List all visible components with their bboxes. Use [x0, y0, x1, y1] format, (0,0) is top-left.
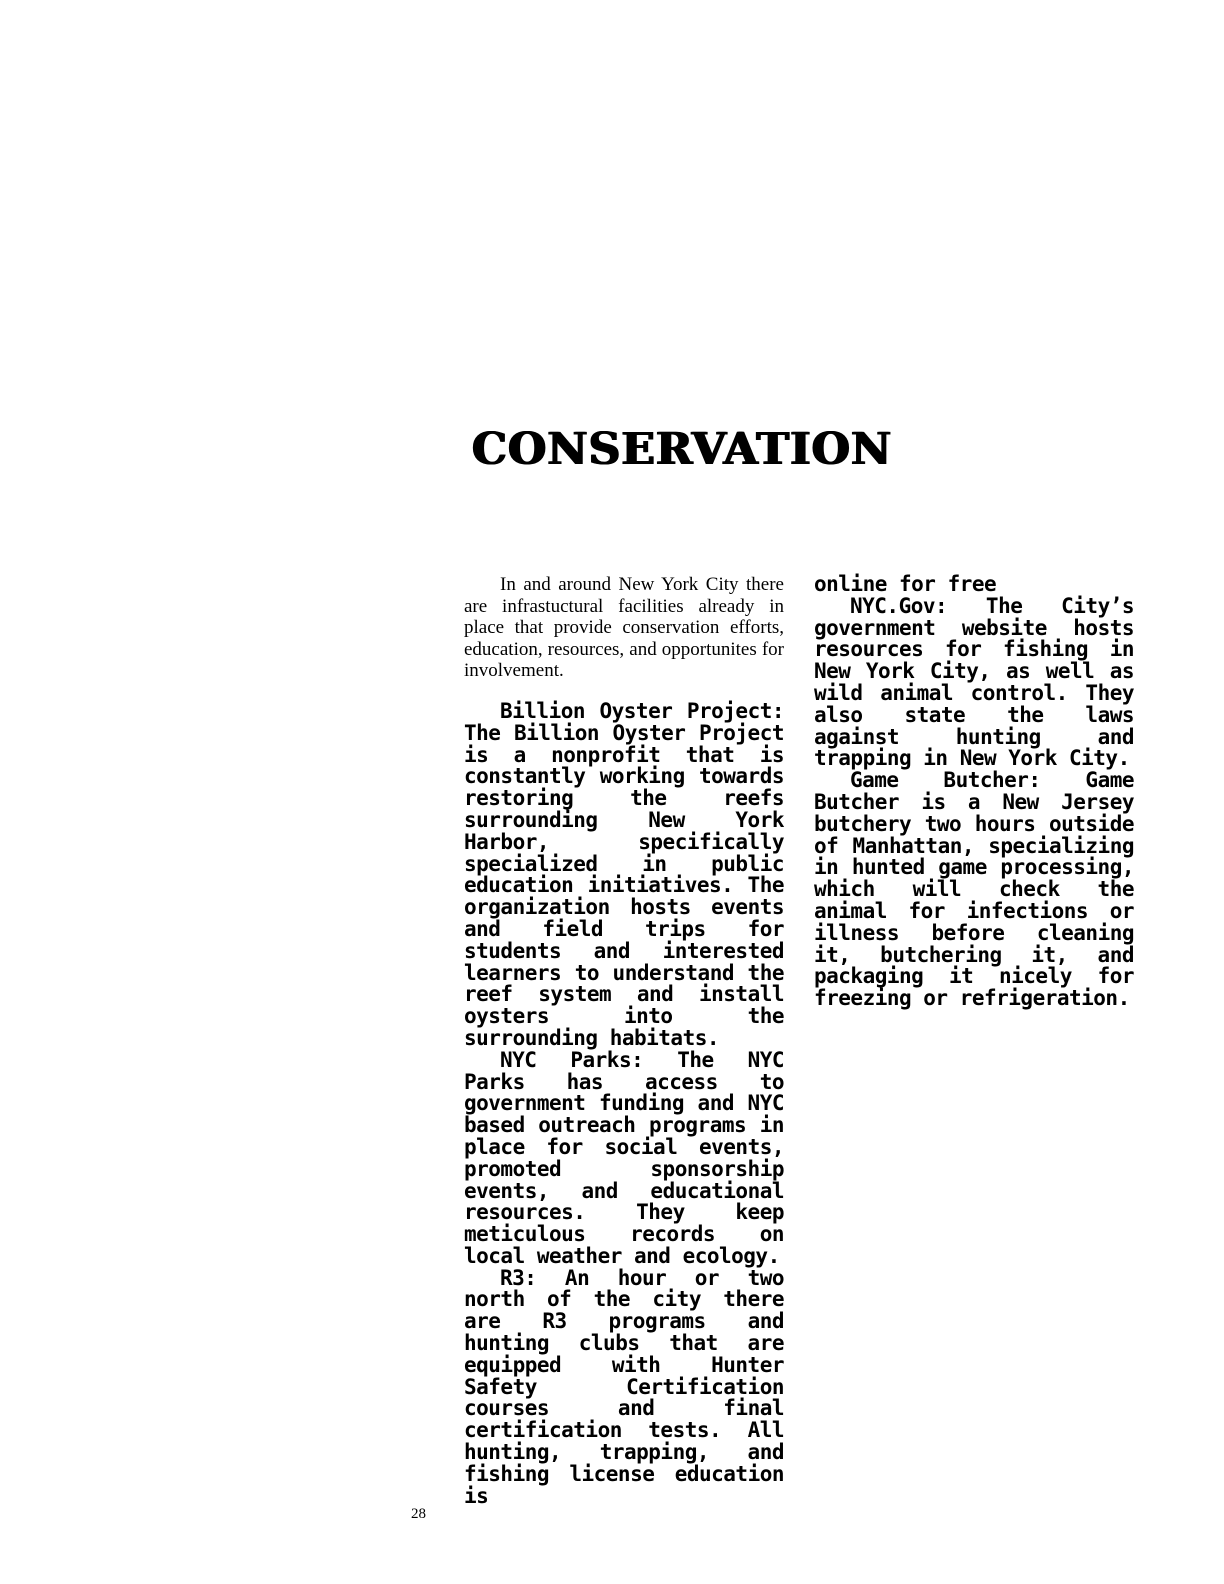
- page-title: CONSERVATION: [472, 424, 893, 475]
- left-column: [464, 574, 784, 1507]
- entry-r3: R3: An hour or two north of the city there are R3 programs and hunting clubs that are equipped with Hunter Safety Certification courses and final certification tests. All hunting, trapping, and fishing license education is: [464, 1265, 784, 1508]
- entry-r3-continuation: online for free: [814, 572, 997, 596]
- right-column: [814, 574, 1134, 1010]
- entry-nyc-parks: NYC Parks: The NYC Parks has access to government funding and NYC based outreach programs in place for social events, promoted sponsorship events, and educational resources. They keep meticulous records on local weather and ecology.: [464, 1047, 784, 1268]
- intro-paragraph: In and around New York City there are infrastuctural facilities already in place that provide conservation efforts, education, resources, and opportunites for involvement.: [464, 574, 784, 682]
- entry-game-butcher: Game Butcher: Game Butcher is a New Jersey butchery two hours outside of Manhattan, specializing in hunted game processing, which will check the animal for infections or illness before cleaning it, butchering it, and packaging it nicely for freezing or refrigeration.: [814, 768, 1134, 1011]
- entry-billion-oyster-project: Billion Oyster Project: The Billion Oyster Project is a nonprofit that is constantly working towards restoring the reefs surrounding New York Harbor, specifically specialized in public education initiatives. The organization hosts events and field trips for students and interested learners to understand the reef system and install oysters into the surrounding habitats.: [464, 698, 784, 1050]
- page-number: 28: [411, 1506, 426, 1522]
- entry-nyc-gov: NYC.Gov: The City’s government website hosts resources for fishing in New York City, as well as wild animal control. They also state the laws against hunting and trapping in New York City.: [814, 593, 1134, 771]
